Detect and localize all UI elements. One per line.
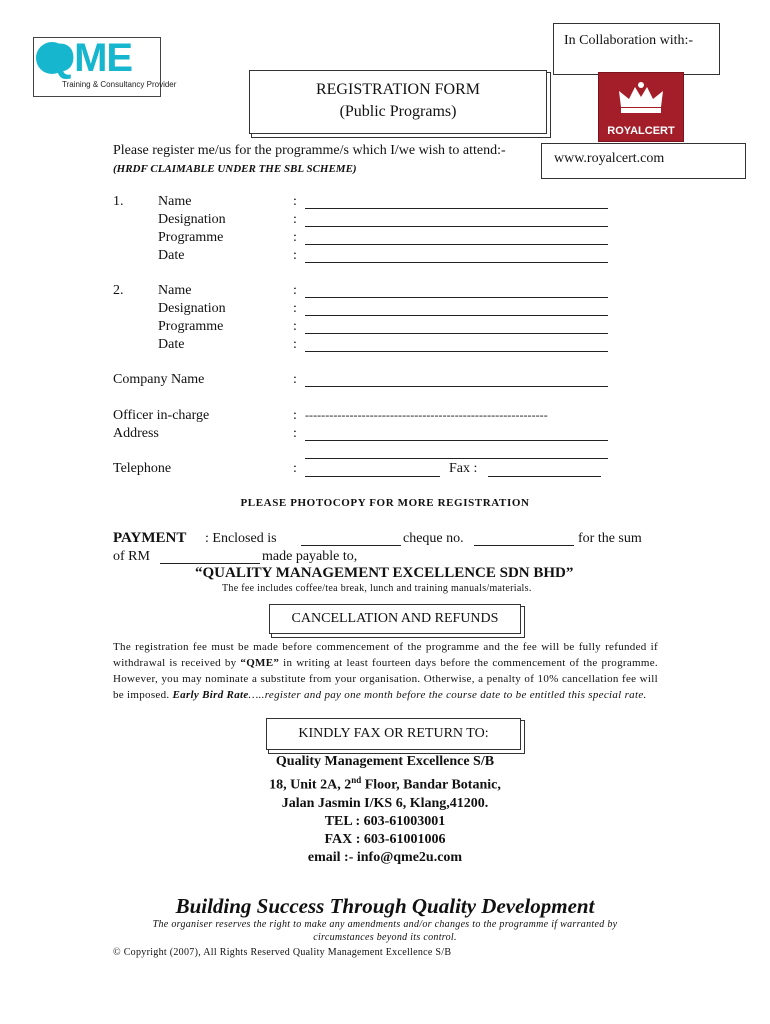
address-label: Address xyxy=(113,426,159,441)
colon: : xyxy=(293,230,297,245)
participant-1-date-field[interactable] xyxy=(305,262,608,263)
payment-label: PAYMENT xyxy=(113,530,187,546)
fax-label: Fax : xyxy=(449,461,478,476)
qme-logo xyxy=(33,36,177,97)
colon: : xyxy=(293,248,297,263)
hrdf-note: (HRDF CLAIMABLE UNDER THE SBL SCHEME) xyxy=(113,163,357,175)
royalcert-url[interactable]: www.royalcert.com xyxy=(554,151,665,166)
form-title-box xyxy=(249,70,547,134)
payment-for-sum: for the sum xyxy=(578,531,642,546)
royalcert-url-box xyxy=(541,143,746,179)
address-field-1[interactable] xyxy=(305,440,608,441)
slogan: Building Success Through Quality Development xyxy=(175,894,595,918)
participant-2-name-label: Name xyxy=(158,283,192,298)
payment-cheque-label: cheque no. xyxy=(403,531,464,546)
return-address-1-sup: nd xyxy=(351,775,362,785)
enclosed-field[interactable] xyxy=(301,545,401,546)
cancellation-heading-box xyxy=(269,604,521,634)
colon: : xyxy=(293,408,297,423)
amount-rm-field[interactable] xyxy=(160,563,260,564)
return-address-1 xyxy=(200,771,570,795)
return-address-1-pre: 18, Unit 2A, 2 xyxy=(269,777,352,793)
officer-field[interactable]: ------------------------------------------------------------ xyxy=(305,408,548,422)
colon: : xyxy=(293,461,297,476)
royalcert-logo-label: ROYALCERT xyxy=(607,125,675,137)
colon: : xyxy=(293,337,297,352)
colon: : xyxy=(293,283,297,298)
company-name-field[interactable] xyxy=(305,386,608,387)
return-address-block xyxy=(200,753,570,867)
participant-2-date-field[interactable] xyxy=(305,351,608,352)
cancellation-text-2: in writing at least fourteen days before the commencement of the programme. However, you may nominate a substitute from your organisation. Otherwise, a penalty of 10% cancellation fee will be imposed. xyxy=(113,657,658,701)
cancellation-policy xyxy=(113,639,658,703)
participant-1-date-label: Date xyxy=(158,248,185,263)
fee-includes-note: The fee includes coffee/tea break, lunch and training manuals/materials. xyxy=(222,583,532,594)
return-tel: TEL : 603-61003001 xyxy=(324,813,446,829)
fax-return-heading-box xyxy=(266,718,521,750)
participant-2-designation-field[interactable] xyxy=(305,315,608,316)
colon: : xyxy=(293,319,297,334)
participant-1-programme-field[interactable] xyxy=(305,244,608,245)
collaboration-box xyxy=(553,23,720,75)
colon: : xyxy=(293,194,297,209)
early-bird-text: …..register and pay one month before the course date to be entitled this special rate. xyxy=(248,689,647,701)
return-company: Quality Management Excellence S/B xyxy=(275,754,495,769)
payment-payable-to: made payable to, xyxy=(262,549,358,564)
copyright: © Copyright (2007), All Rights Reserved Quality Management Excellence S/B xyxy=(113,947,452,958)
company-name-label: Company Name xyxy=(113,372,205,387)
return-address-1-post: Floor, Bandar Botanic, xyxy=(361,777,501,793)
payment-enclosed: : Enclosed is xyxy=(205,531,277,546)
form-title: REGISTRATION FORM xyxy=(315,81,480,98)
crown-icon xyxy=(599,77,683,121)
participant-1-programme-label: Programme xyxy=(158,230,224,245)
colon: : xyxy=(293,212,297,227)
telephone-label: Telephone xyxy=(113,461,172,476)
address-field-2[interactable] xyxy=(305,458,608,459)
participant-2-name-field[interactable] xyxy=(305,297,608,298)
colon: : xyxy=(293,372,297,387)
qme-logo-wordmark: QME xyxy=(44,36,133,80)
colon: : xyxy=(293,426,297,441)
collaboration-label: In Collaboration with:- xyxy=(564,33,694,48)
qme-logo-tagline: Training & Consultancy Provider xyxy=(62,80,177,89)
participant-1-name-label: Name xyxy=(158,194,192,209)
officer-label: Officer in-charge xyxy=(113,408,210,423)
return-email[interactable]: email :- info@qme2u.com xyxy=(307,849,463,865)
early-bird-label: Early Bird Rate xyxy=(172,689,249,701)
participant-2-number: 2. xyxy=(113,283,124,298)
participant-2-programme-label: Programme xyxy=(158,319,224,334)
disclaimer-line-1: The organiser reserves the right to make any amendments and/or changes to the programme if warranted by xyxy=(152,919,618,930)
return-fax: FAX : 603-61001006 xyxy=(324,831,446,847)
photocopy-note: PLEASE PHOTOCOPY FOR MORE REGISTRATION xyxy=(240,497,530,509)
fax-field[interactable] xyxy=(488,476,601,477)
participant-1-designation-label: Designation xyxy=(158,212,226,227)
cancellation-text-1: The registration fee must be made before commencement of the programme and the fee will be fully refunded if withdrawal is received by xyxy=(113,641,658,669)
telephone-field[interactable] xyxy=(305,476,440,477)
fax-return-heading: KINDLY FAX OR RETURN TO: xyxy=(298,726,489,741)
participant-2-designation-label: Designation xyxy=(158,301,226,316)
royalcert-logo xyxy=(598,72,684,142)
participant-1-name-field[interactable] xyxy=(305,208,608,209)
payment-of-rm: of RM xyxy=(113,549,150,564)
participant-2-programme-field[interactable] xyxy=(305,333,608,334)
register-instruction: Please register me/us for the programme/s which I/we wish to attend:- xyxy=(113,143,506,158)
return-address-2: Jalan Jasmin I/KS 6, Klang,41200. xyxy=(281,795,489,811)
participant-1-designation-field[interactable] xyxy=(305,226,608,227)
disclaimer-line-2: circumstances beyond its control. xyxy=(313,932,457,943)
payee-company: “QUALITY MANAGEMENT EXCELLENCE SDN BHD” xyxy=(195,565,574,581)
colon: : xyxy=(293,301,297,316)
participant-2-date-label: Date xyxy=(158,337,185,352)
cheque-number-field[interactable] xyxy=(474,545,574,546)
cancellation-heading: CANCELLATION AND REFUNDS xyxy=(291,611,499,626)
form-subtitle: (Public Programs) xyxy=(339,103,457,120)
cancellation-qme: “QME” xyxy=(240,657,280,669)
participant-1-number: 1. xyxy=(113,194,124,209)
